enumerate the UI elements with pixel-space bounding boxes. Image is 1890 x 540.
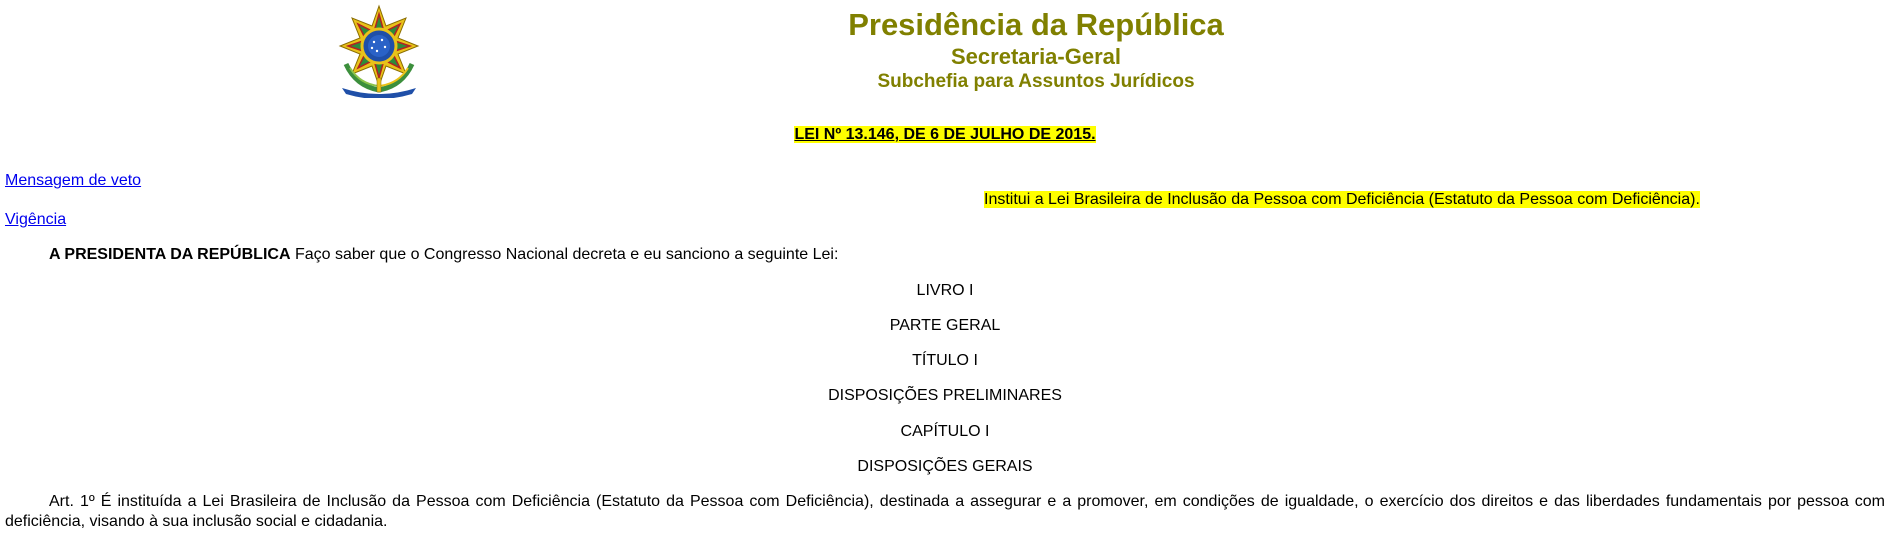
preamble-bold: A PRESIDENTA DA REPÚBLICA [49,246,291,263]
veto-message-link[interactable]: Mensagem de veto [5,172,142,189]
preamble-text: Faço saber que o Congresso Nacional decreta e eu sanciono a seguinte Lei: [290,246,839,263]
vigencia-link[interactable]: Vigência [5,211,67,228]
header-title: Presidência da República [848,7,1224,42]
page-header [0,0,1890,110]
parte-heading: PARTE GERAL [889,317,1001,334]
law-title-text: LEI Nº 13.146, DE 6 DE JULHO DE 2015. [794,126,1096,143]
livro-heading: LIVRO I [916,282,974,299]
titulo-heading: TÍTULO I [912,352,978,369]
titulo-name-heading: DISPOSIÇÕES PRELIMINARES [828,387,1062,404]
header-subtitle: Secretaria-Geral [951,44,1121,69]
preamble [49,246,838,264]
capitulo-heading: CAPÍTULO I [900,423,990,440]
brazil-coat-of-arms-icon [336,4,422,98]
law-title [0,126,1890,144]
article-1: Art. 1º É instituída a Lei Brasileira de Inclusão da Pessoa com Deficiência (Estatuto da Pessoa com Deficiência), destinada a assegurar e a promover, em condições de igualdade, o exercício dos direitos e das liberdades fundamentais por pessoa com deficiência, visando à sua inclusão social e cidadania. [5,493,1885,530]
capitulo-name-heading: DISPOSIÇÕES GERAIS [857,458,1033,475]
header-titles [736,6,1336,94]
header-subtitle-2: Subchefia para Assuntos Jurídicos [877,71,1195,92]
law-ementa-text: Institui a Lei Brasileira de Inclusão da Pessoa com Deficiência (Estatuto da Pessoa com Deficiência). [984,191,1700,208]
law-ementa [984,191,1700,209]
